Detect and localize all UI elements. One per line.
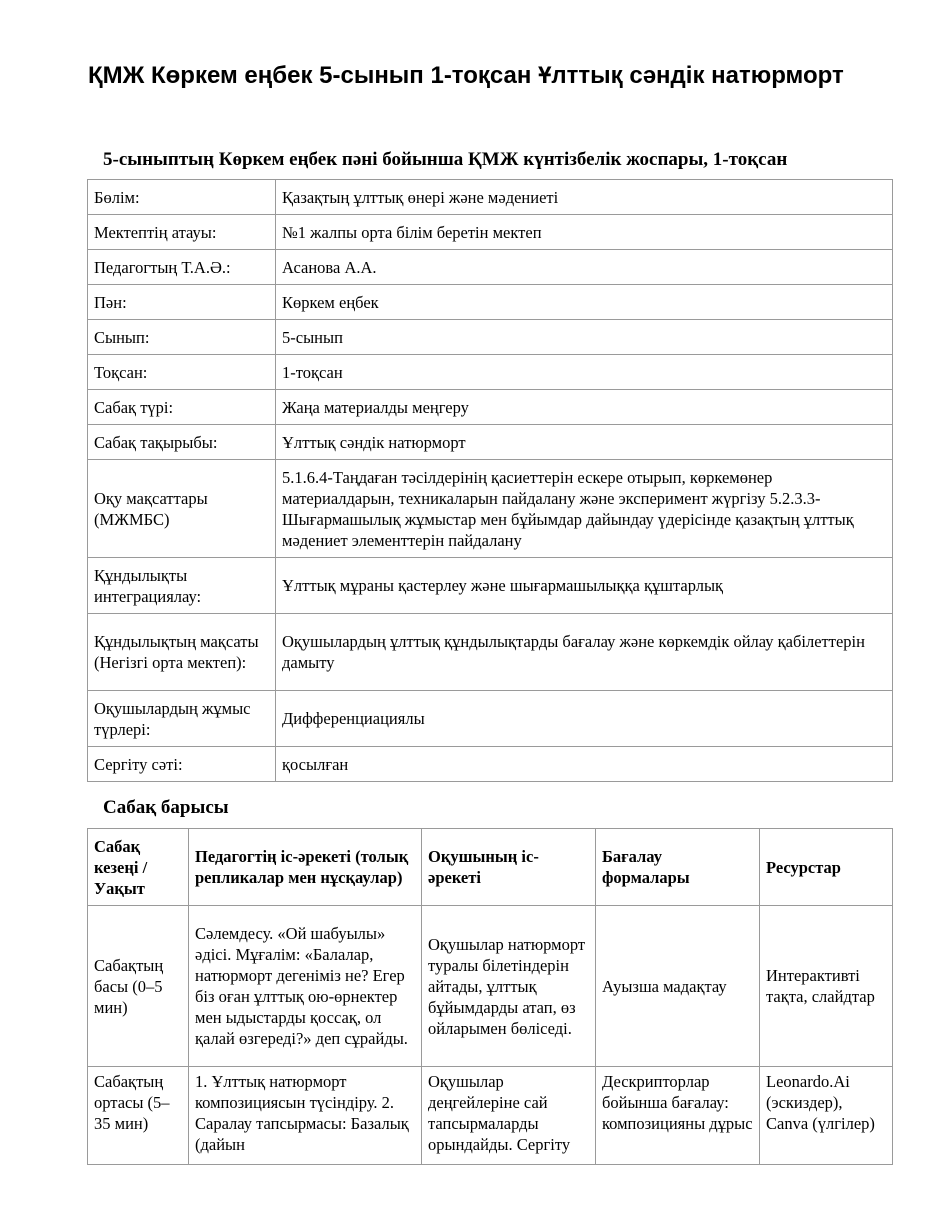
info-value: 1-тоқсан [276, 355, 893, 390]
table-row [88, 747, 893, 782]
info-value: Оқушылардың ұлттық құндылықтарды бағалау және көркемдік ойлау қабілеттерін дамыту [276, 614, 893, 691]
lesson-info-table [87, 179, 893, 782]
lesson-progress-table [87, 828, 893, 1165]
info-label: Пән: [88, 285, 276, 320]
info-label: Бөлім: [88, 180, 276, 215]
info-value: 5-сынып [276, 320, 893, 355]
table-row [88, 320, 893, 355]
info-label: Тоқсан: [88, 355, 276, 390]
table-row [88, 355, 893, 390]
table-cell: Интерактивті тақта, слайдтар [760, 906, 893, 1067]
table-cell: Дескрипторлар бойынша бағалау: композицияны дұрыс [596, 1067, 760, 1165]
table-cell: Сәлемдесу. «Ой шабуылы» әдісі. Мұғалім: «Балалар, натюрморт дегеніміз не? Егер біз оған ұлттық ою-өрнектер мен ыдыстарды қоссақ, ол қалай өзгереді?» деп сұрайды. [189, 906, 422, 1067]
table-row [88, 390, 893, 425]
table-cell: Ауызша мадақтау [596, 906, 760, 1067]
info-value: 5.1.6.4-Таңдаған тәсілдерінің қасиеттерін ескере отырып, көркемөнер материалдарын, техникаларын пайдалану және эксперимент жүргізу 5.2.3.3-Шығармашылық жұмыстар мен бұйымдар дайындау үдерісінде қазақтың ұлттық мәдениет элементтерін пайдалану [276, 460, 893, 558]
plan-heading: 5-сыныптың Көркем еңбек пәні бойынша ҚМЖ күнтізбелік жоспары, 1-тоқсан [103, 149, 788, 170]
table-row [88, 558, 893, 614]
table-row [88, 180, 893, 215]
info-value: Қазақтың ұлттық өнері және мәдениеті [276, 180, 893, 215]
info-value: Көркем еңбек [276, 285, 893, 320]
info-label: Сабақ түрі: [88, 390, 276, 425]
info-value: Жаңа материалды меңгеру [276, 390, 893, 425]
table-cell: 1. Ұлттық натюрморт композициясын түсіндіру. 2. Саралау тапсырмасы: Базалық (дайын [189, 1067, 422, 1165]
table-cell: Leonardo.Ai (эскиздер), Canva (үлгілер) [760, 1067, 893, 1165]
table-row [88, 906, 893, 1067]
info-label: Педагогтың Т.А.Ә.: [88, 250, 276, 285]
info-label: Сынып: [88, 320, 276, 355]
info-label: Сергіту сәті: [88, 747, 276, 782]
table-row [88, 215, 893, 250]
table-row [88, 1067, 893, 1165]
lesson-progress-heading: Сабақ барысы [103, 797, 229, 818]
document-title: ҚМЖ Көркем еңбек 5-сынып 1-тоқсан Ұлттық сәндік натюрморт [88, 62, 844, 89]
table-row [88, 285, 893, 320]
info-value: Ұлттық сәндік натюрморт [276, 425, 893, 460]
info-label: Құндылықты интеграциялау: [88, 558, 276, 614]
info-value: Асанова А.А. [276, 250, 893, 285]
table-header-row [88, 829, 893, 906]
info-label: Оқу мақсаттары (МЖМБС) [88, 460, 276, 558]
table-row [88, 460, 893, 558]
column-header: Оқушының іс-әрекеті [422, 829, 596, 906]
table-row [88, 425, 893, 460]
table-cell: Сабақтың басы (0–5 мин) [88, 906, 189, 1067]
info-value: қосылған [276, 747, 893, 782]
column-header: Ресурстар [760, 829, 893, 906]
table-row [88, 250, 893, 285]
column-header: Сабақ кезеңі / Уақыт [88, 829, 189, 906]
table-row [88, 614, 893, 691]
info-label: Құндылықтың мақсаты (Негізгі орта мектеп): [88, 614, 276, 691]
table-cell: Сабақтың ортасы (5–35 мин) [88, 1067, 189, 1165]
info-value: Дифференциациялы [276, 691, 893, 747]
column-header: Педагогтің іс-әрекеті (толық репликалар мен нұсқаулар) [189, 829, 422, 906]
info-label: Сабақ тақырыбы: [88, 425, 276, 460]
info-label: Оқушылардың жұмыс түрлері: [88, 691, 276, 747]
table-row [88, 691, 893, 747]
column-header: Бағалау формалары [596, 829, 760, 906]
table-cell: Оқушылар деңгейлеріне сай тапсырмаларды орындайды. Сергіту [422, 1067, 596, 1165]
table-cell: Оқушылар натюрморт туралы білетіндерін айтады, ұлттық бұйымдарды атап, өз ойларымен бөліседі. [422, 906, 596, 1067]
info-value: Ұлттық мұраны қастерлеу және шығармашылыққа құштарлық [276, 558, 893, 614]
info-value: №1 жалпы орта білім беретін мектеп [276, 215, 893, 250]
info-label: Мектептің атауы: [88, 215, 276, 250]
